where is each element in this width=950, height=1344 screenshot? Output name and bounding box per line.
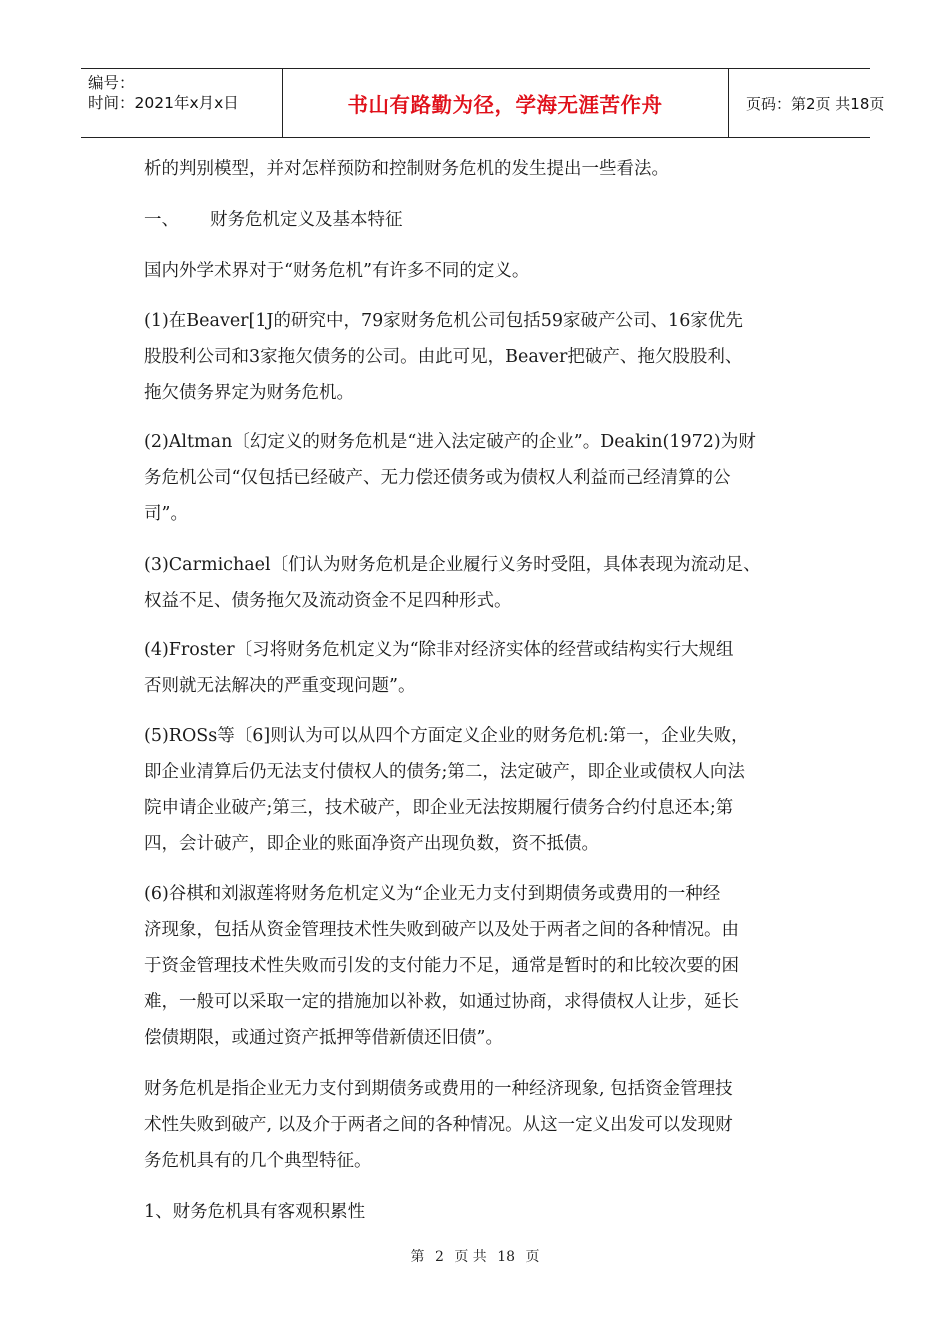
paragraph-line: 务危机具有的几个典型特征。 [144, 1151, 372, 1171]
document-number-label: 编号： [88, 74, 135, 92]
paragraph-line: (2)Altman〔幻定义的财务危机是“进入法定破产的企业”。Deakin(1972)为财 [144, 432, 756, 452]
footer-page-prefix: 第 [410, 1249, 425, 1265]
header-meta-cell [81, 69, 283, 137]
paragraph-line: 司”。 [144, 504, 188, 524]
paragraph-line: 否则就无法解决的严重变现问题”。 [144, 676, 416, 696]
paragraph-line: 财务危机是指企业无力支付到期债务或费用的一种经济现象, 包括资金管理技 [144, 1079, 733, 1099]
paragraph-line: 股股利公司和3家拖欠债务的公司。由此可见，Beaver把破产、拖欠股股利、 [144, 347, 743, 367]
paragraph-line: (1)在Beaver[1J的研究中，79家财务危机公司包括59家破产公司、16家优先 [144, 311, 743, 331]
section-heading [144, 202, 403, 239]
footer-page-number: 2 [434, 1249, 444, 1265]
footer-page-suffix: 页 [525, 1249, 540, 1265]
paragraph-line: 难，一般可以采取一定的措施加以补救，如通过协商，求得债权人让步，延长 [144, 992, 739, 1012]
paragraph-line: 即企业清算后仍无法支付债权人的债务;第二，法定破产，即企业或债权人向法 [144, 762, 745, 782]
page-header [81, 68, 885, 138]
paragraph-line: 权益不足、债务拖欠及流动资金不足四种形式。 [144, 591, 512, 611]
header-page-cell [729, 69, 885, 137]
footer-page-mid: 页 共 [454, 1249, 487, 1265]
header-motto: 书山有路勤为径，学海无涯苦作舟 [347, 93, 663, 117]
paragraph-line: 四，会计破产，即企业的账面净资产出现负数，资不抵债。 [144, 834, 599, 854]
paragraph-line: 务危机公司“仅包括已经破产、无力偿还债务或为债权人利益而己经清算的公 [144, 468, 731, 488]
paragraph-line: 济现象，包括从资金管理技术性失败到破产以及处于两者之间的各种情况。由 [144, 920, 739, 940]
paragraph-line: 国内外学术界对于“财务危机”有许多不同的定义。 [144, 261, 530, 281]
page-footer [0, 1246, 950, 1266]
paragraph-line: (4)Froster〔习将财务危机定义为“除非对经济实体的经营或结构实行大规组 [144, 640, 734, 660]
document-date-label: 时间：2021年x月x日 [88, 94, 239, 112]
paragraph-line: (5)ROSs等〔6]则认为可以从四个方面定义企业的财务危机:第一，企业失败， [144, 726, 749, 746]
header-page-info: 页码：第2页 共18页 [746, 94, 885, 113]
section-title: 财务危机定义及基本特征 [210, 210, 403, 230]
paragraph-line: 析的判别模型，并对怎样预防和控制财务危机的发生提出一些看法。 [144, 159, 669, 179]
paragraph-line: 院申请企业破产;第三，技术破产，即企业无法按期履行债务合约付息还本;第 [144, 798, 734, 818]
paragraph-line: (6)谷棋和刘淑莲将财务危机定义为“企业无力支付到期债务或费用的一种经 [144, 884, 721, 904]
paragraph-line: 偿债期限，或通过资产抵押等借新债还旧债”。 [144, 1028, 503, 1048]
section-number: 一、 [144, 210, 179, 230]
paragraph-line: (3)Carmichael〔们认为财务危机是企业履行义务时受阻，具体表现为流动足、 [144, 555, 761, 575]
paragraph-line: 拖欠债务界定为财务危机。 [144, 383, 354, 403]
paragraph-line: 1、财务危机具有客观积累性 [144, 1202, 366, 1222]
footer-page-total: 18 [497, 1249, 516, 1265]
paragraph-line: 于资金管理技术性失败而引发的支付能力不足，通常是暂时的和比较次要的困 [144, 956, 739, 976]
header-motto-cell [282, 69, 729, 137]
paragraph-line: 术性失败到破产, 以及介于两者之间的各种情况。从这一定义出发可以发现财 [144, 1115, 733, 1135]
